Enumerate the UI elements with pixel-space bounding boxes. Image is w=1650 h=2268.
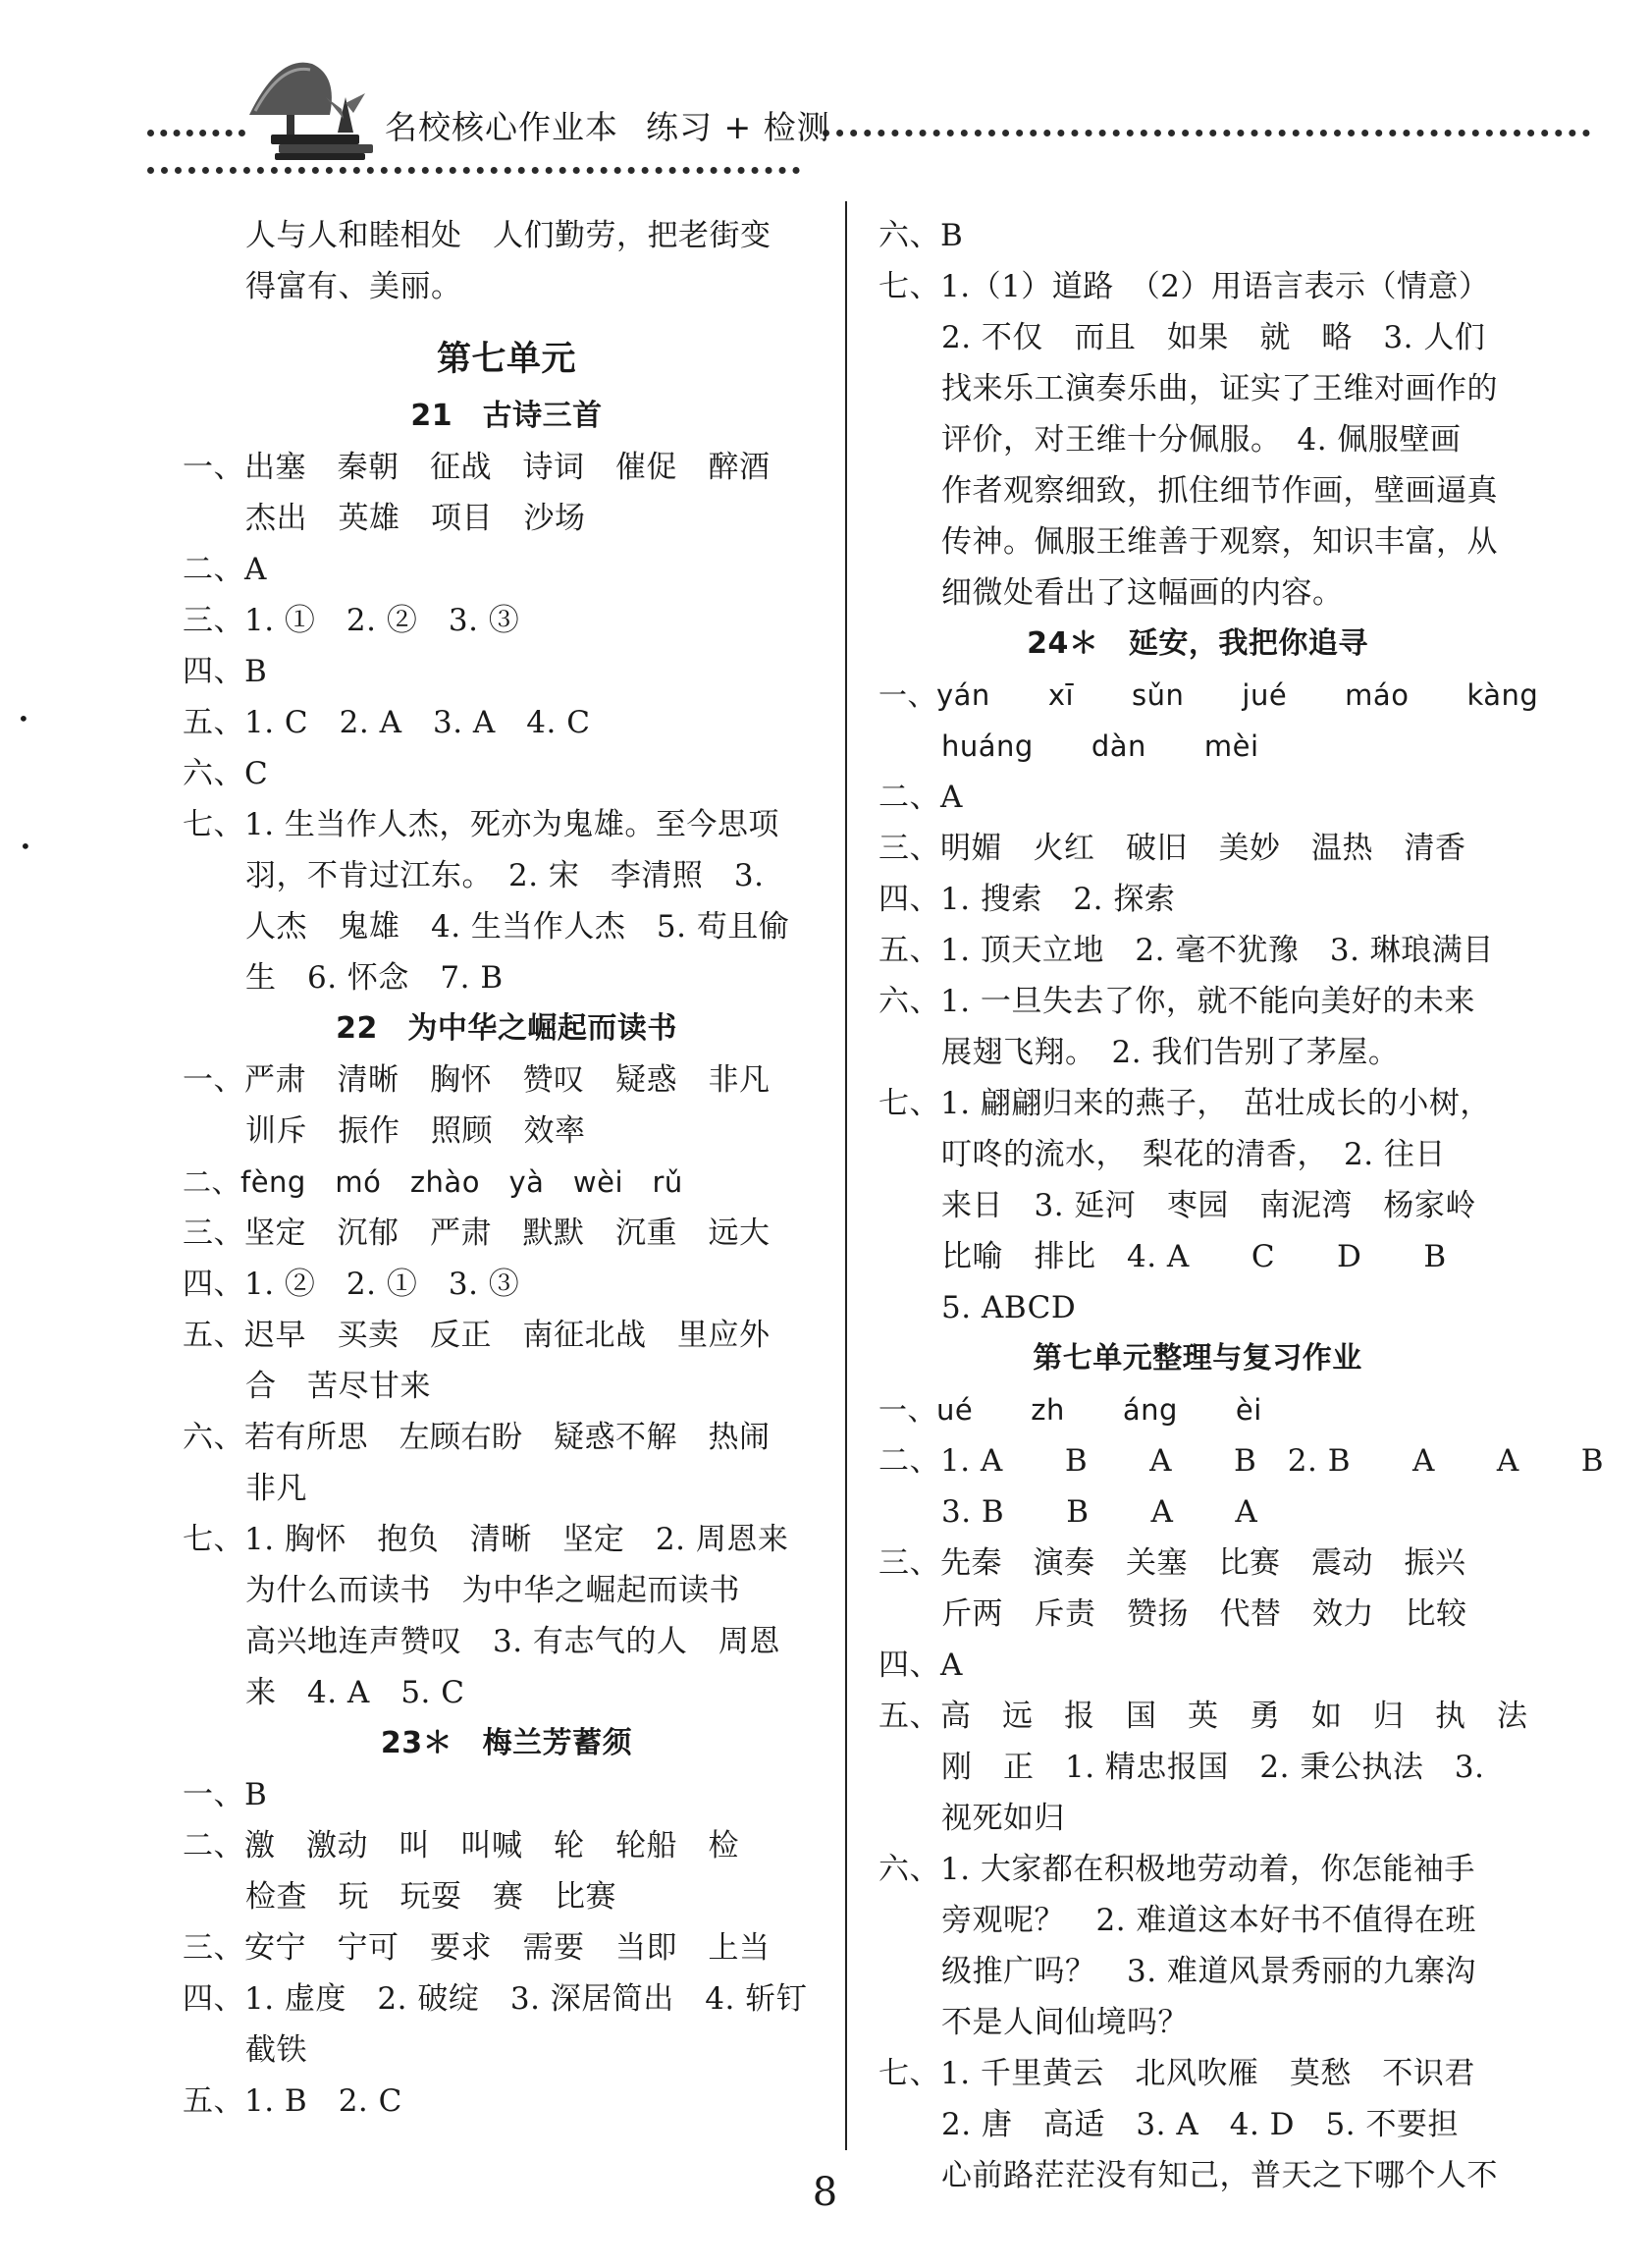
- answer-line: 不是人间仙境吗？: [941, 2005, 1189, 2040]
- answer-line: 四、1. 搜索 2. 探索: [878, 882, 1176, 917]
- answer-line: 叮咚的流水， 梨花的清香， 2. 往日: [941, 1137, 1446, 1172]
- answer-line: 旁观呢？ 2. 难道这本好书不值得在班: [941, 1903, 1476, 1938]
- answer-line: 一、出塞 秦朝 征战 诗词 催促 醉酒: [183, 450, 771, 485]
- answer-line: 羽，不肯过江东。 2. 宋 李清照 3.: [245, 858, 765, 893]
- answer-line: 六、B: [878, 218, 964, 253]
- margin-dot: •: [20, 835, 31, 858]
- answer-line: 展翅飞翔。 2. 我们告别了茅屋。: [941, 1035, 1400, 1070]
- answer-line: 找来乐工演奏乐曲，证实了王维对画作的: [941, 371, 1498, 406]
- answer-line: 七、1. 生当作人杰，死亦为鬼雄。至今思项: [183, 807, 779, 842]
- margin-dot: •: [18, 707, 29, 730]
- brand-name: 名校核心作业本: [385, 108, 618, 146]
- answer-line: 六、1. 一旦失去了你，就不能向美好的未来: [878, 984, 1475, 1019]
- answer-line: 刚 正 1. 精忠报国 2. 秉公执法 3.: [941, 1750, 1485, 1785]
- answer-line: 非凡: [245, 1471, 307, 1506]
- page-number: 8: [812, 2170, 838, 2215]
- answer-line: 一、B: [183, 1777, 268, 1812]
- answer-line: 来日 3. 延河 枣园 南泥湾 杨家岭: [941, 1188, 1476, 1223]
- answer-line: 来 4. A 5. C: [245, 1675, 465, 1710]
- header-dots-lower: [147, 167, 800, 174]
- answer-line: 六、1. 大家都在积极地劳动着，你怎能袖手: [878, 1852, 1475, 1887]
- answer-line: 七、1. 千里黄云 北风吹雁 莫愁 不识君: [878, 2056, 1475, 2091]
- page-header: [0, 0, 1650, 196]
- answer-line: 七、1.（1）道路 （2）用语言表示（情意）: [878, 269, 1490, 304]
- answer-line: 四、1. 虚度 2. 破绽 3. 深居简出 4. 斩钉: [183, 1981, 808, 2017]
- brand-title: [385, 102, 830, 148]
- answer-line: 训斥 振作 照顾 效率: [245, 1113, 586, 1149]
- section-title: 24＊ 延安，我把你追寻: [1027, 626, 1368, 661]
- answer-line: 比喻 排比 4. A C D B: [941, 1239, 1447, 1274]
- answer-line: 斤两 斥责 赞扬 代替 效力 比较: [941, 1596, 1467, 1632]
- section-title: 23＊ 梅兰芳蓄须: [380, 1726, 633, 1760]
- answer-line: 三、1. ① 2. ② 3. ③: [183, 603, 520, 638]
- answer-line: 七、1. 胸怀 抱负 清晰 坚定 2. 周恩来: [183, 1522, 789, 1557]
- brand-subtitle: 练习 + 检测: [646, 108, 830, 146]
- answer-line: 2. 不仅 而且 如果 就 略 3. 人们: [941, 320, 1486, 355]
- answer-line: 细微处看出了这幅画的内容。: [941, 575, 1344, 611]
- answer-line: 视死如归: [941, 1801, 1065, 1836]
- answer-line: 5. ABCD: [941, 1290, 1077, 1325]
- answer-line: huáng dàn mèi: [941, 729, 1259, 763]
- answer-line: 杰出 英雄 项目 沙场: [245, 501, 586, 536]
- section-title: 22 为中华之崛起而读书: [336, 1011, 677, 1046]
- answer-line: 五、迟早 买卖 反正 南征北战 里应外: [183, 1318, 771, 1353]
- answer-line: 五、1. 顶天立地 2. 毫不犹豫 3. 琳琅满目: [878, 933, 1494, 968]
- answer-line: 六、C: [183, 756, 269, 791]
- column-divider: [845, 201, 847, 2150]
- answer-line: 二、fèng mó zhào yà wèi rǔ: [183, 1165, 683, 1199]
- answer-line: 四、A: [878, 1647, 963, 1683]
- answer-line: 二、激 激动 叫 叫喊 轮 轮船 检: [183, 1828, 739, 1863]
- answer-line: 心前路茫茫没有知己，普天之下哪个人不: [941, 2158, 1498, 2193]
- answer-line: 截铁: [245, 2032, 307, 2068]
- answer-line: 三、安宁 宁可 要求 需要 当即 上当: [183, 1930, 771, 1966]
- answer-line: 合 苦尽甘来: [245, 1369, 431, 1404]
- answer-line: 2. 唐 高适 3. A 4. D 5. 不要担: [941, 2107, 1459, 2142]
- answer-line: 一、严肃 清晰 胸怀 赞叹 疑惑 非凡: [183, 1062, 771, 1098]
- answer-line: 七、1. 翩翩归来的燕子， 茁壮成长的小树，: [878, 1086, 1491, 1121]
- answer-line: 二、A: [878, 780, 963, 815]
- answer-line: 四、1. ② 2. ① 3. ③: [183, 1267, 520, 1302]
- answer-line: 生 6. 怀念 7. B: [245, 960, 504, 996]
- answer-line: 四、B: [183, 654, 268, 689]
- answer-line: 五、1. C 2. A 3. A 4. C: [183, 705, 591, 740]
- answer-line: 五、高 远 报 国 英 勇 如 归 执 法: [878, 1699, 1528, 1734]
- header-dots-right: [823, 130, 1590, 136]
- answer-line: 五、1. B 2. C: [183, 2083, 402, 2119]
- answer-line: 一、yán xī sǔn jué máo kàng: [878, 678, 1539, 712]
- answer-line: 人杰 鬼雄 4. 生当作人杰 5. 苟且偷: [245, 909, 790, 945]
- answer-line: 检查 玩 玩耍 赛 比赛: [245, 1879, 616, 1915]
- answer-line: 三、先秦 演奏 关塞 比赛 震动 振兴: [878, 1545, 1466, 1581]
- answer-line: 评价，对王维十分佩服。 4. 佩服壁画: [941, 422, 1462, 458]
- answer-line: 二、1. A B A B 2. B A A B: [878, 1443, 1605, 1479]
- answer-line: 三、坚定 沉郁 严肃 默默 沉重 远大: [183, 1215, 771, 1251]
- right-answer-column: [878, 210, 1605, 2201]
- section-title: 第七单元整理与复习作业: [1033, 1341, 1362, 1376]
- answer-line: 得富有、美丽。: [245, 269, 462, 304]
- answer-line: 三、明媚 火红 破旧 美妙 温热 清香: [878, 831, 1466, 866]
- answer-line: 为什么而读书 为中华之崛起而读书: [245, 1573, 740, 1608]
- unit-heading: 第七单元: [436, 340, 576, 379]
- answer-line: 高兴地连声赞叹 3. 有志气的人 周恩: [245, 1624, 780, 1659]
- answer-line: 二、A: [183, 552, 267, 587]
- header-dots-left: [147, 130, 245, 136]
- answer-line: 六、若有所思 左顾右盼 疑惑不解 热闹: [183, 1420, 771, 1455]
- left-answer-column: [183, 210, 830, 2127]
- answer-line: 一、ué zh áng èi: [878, 1393, 1262, 1427]
- answer-line: 人与人和睦相处 人们勤劳，把老街变: [245, 218, 772, 253]
- answer-line: 3. B B A A: [941, 1494, 1258, 1530]
- answer-line: 作者观察细致，抓住细节作画，壁画逼真: [941, 473, 1498, 509]
- answer-line: 级推广吗？ 3. 难道风景秀丽的九寨沟: [941, 1954, 1476, 1989]
- section-title: 21 古诗三首: [410, 399, 603, 433]
- answer-line: 传神。佩服王维善于观察，知识丰富，从: [941, 524, 1498, 560]
- lamp-books-logo-icon: [236, 54, 383, 162]
